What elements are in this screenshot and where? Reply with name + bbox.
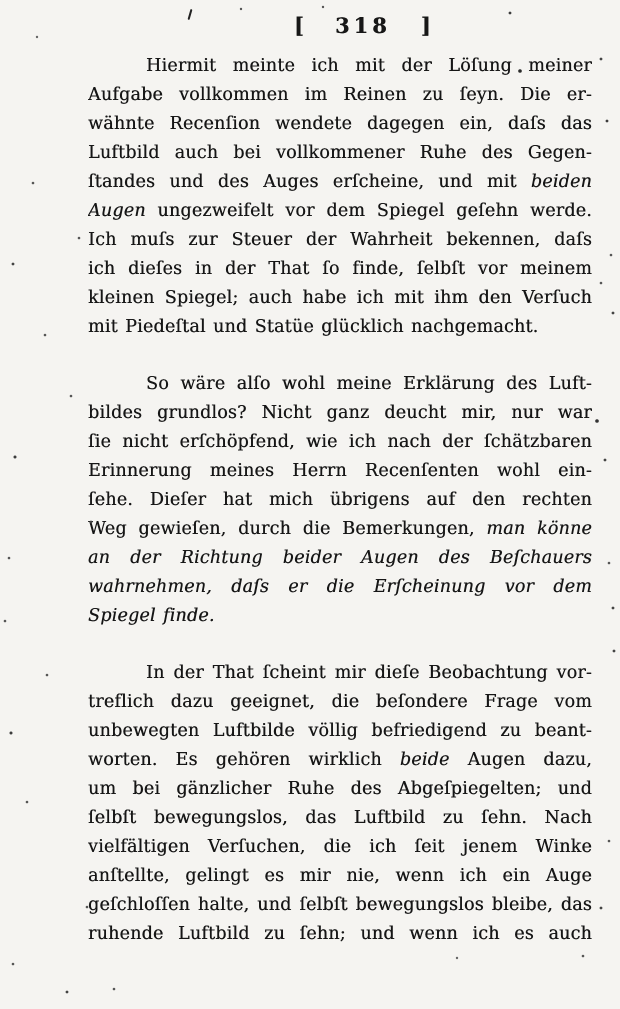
text-segment: In der That ſcheint mir dieſe Beobachtung vor- (146, 663, 592, 683)
text-line (88, 862, 592, 891)
text-segment: ſtandes und des Auges erſcheine, und mit (88, 172, 531, 192)
text-segment: treflich dazu geeignet, die beſondere Frage vom (88, 692, 592, 712)
scan-artifact-mark (188, 9, 193, 20)
text-segment: ſelbſt bewegungslos, das Luftbild zu ſehn. Nach (88, 808, 592, 828)
right-bracket: ] (420, 13, 432, 38)
text-segment: Augen dazu, (449, 750, 592, 770)
text-segment: ruhende Luftbild zu ſehn; und wenn ich es auch (88, 924, 592, 944)
text-line (88, 891, 592, 920)
text-segment: um bei gänzlicher Ruhe des Abgeſpiegelten; und (88, 779, 592, 799)
text-segment: vielfältigen Verſuchen, die ich ſeit jenem Winke (88, 837, 592, 857)
italic-text-segment: man könne (486, 519, 592, 539)
text-line (88, 284, 592, 313)
text-segment: Aufgabe vollkommen im Reinen zu ſeyn. Die er- (88, 85, 592, 105)
text-line (88, 255, 592, 284)
text-segment: unbewegten Luftbilde völlig befriedigend zu beant- (88, 721, 592, 741)
text-segment: ungezweifelt vor dem Spiegel geſehn werde. (145, 201, 592, 221)
text-line (88, 746, 592, 775)
text-segment: So wäre alſo wohl meine Erklärung des Luft- (146, 374, 592, 394)
text-line (88, 602, 592, 631)
text-line (88, 486, 592, 515)
body-text (88, 52, 592, 977)
text-segment: bildes grundlos? Nicht ganz deucht mir, nur war (88, 403, 592, 423)
italic-text-segment: beiden (530, 172, 592, 192)
text-segment: Luftbild auch bei vollkommener Ruhe des Gegen- (88, 143, 592, 163)
italic-text-segment: beide (399, 750, 450, 770)
paragraph (88, 659, 592, 949)
text-line (88, 168, 592, 197)
text-line (88, 226, 592, 255)
text-segment: ich dieſes in der That ſo finde, ſelbſt vor meinem (88, 259, 592, 279)
text-line (88, 139, 592, 168)
page-header (294, 13, 432, 38)
text-line (88, 110, 592, 139)
text-line (88, 428, 592, 457)
text-line (88, 515, 592, 544)
italic-text-segment: wahrnehmen, daſs er die Erſcheinung vor dem (88, 577, 592, 597)
text-segment: wähnte Recenſion wendete dagegen ein, daſs das (88, 114, 592, 134)
text-line (88, 804, 592, 833)
text-line (88, 81, 592, 110)
left-bracket: [ (294, 13, 305, 38)
text-segment: Ich muſs zur Steuer der Wahrheit bekennen, daſs (88, 230, 592, 250)
italic-text-segment: Augen (88, 201, 146, 221)
text-line (88, 717, 592, 746)
paragraph (88, 370, 592, 631)
page-number: 318 (334, 13, 391, 38)
italic-text-segment: Spiegel finde. (88, 606, 215, 626)
text-line (88, 399, 592, 428)
text-line (88, 659, 592, 688)
text-segment: anſtellte, gelingt es mir nie, wenn ich ein Auge (88, 866, 592, 886)
text-line (88, 52, 592, 81)
italic-text-segment: an der Richtung beider Augen des Beſchauers (88, 548, 592, 568)
text-segment: ſehe. Dieſer hat mich übrigens auf den rechten (88, 490, 592, 510)
text-segment: worten. Es gehören wirklich (88, 750, 400, 770)
text-line (88, 370, 592, 399)
text-segment: Weg gewieſen, durch die Bemerkungen, (88, 519, 487, 539)
text-segment: mit Piedeſtal und Statüe glücklich nachgemacht. (88, 317, 539, 337)
text-segment: ſie nicht erſchöpfend, wie ich nach der ſchätzbaren (88, 432, 592, 452)
text-line (88, 920, 592, 949)
text-line (88, 313, 592, 342)
text-line (88, 197, 592, 226)
text-line (88, 833, 592, 862)
text-line (88, 457, 592, 486)
text-segment: Erinnerung meines Herrn Recenſenten wohl ein- (88, 461, 592, 481)
text-segment: geſchloſſen halte, und ſelbſt bewegungslos bleibe, das (88, 895, 592, 915)
text-segment: Hiermit meinte ich mit der Löſung meiner (146, 56, 592, 76)
text-line (88, 688, 592, 717)
text-line (88, 573, 592, 602)
text-segment: kleinen Spiegel; auch habe ich mit ihm den Verſuch (88, 288, 592, 308)
text-line (88, 544, 592, 573)
paragraph (88, 52, 592, 342)
text-line (88, 775, 592, 804)
